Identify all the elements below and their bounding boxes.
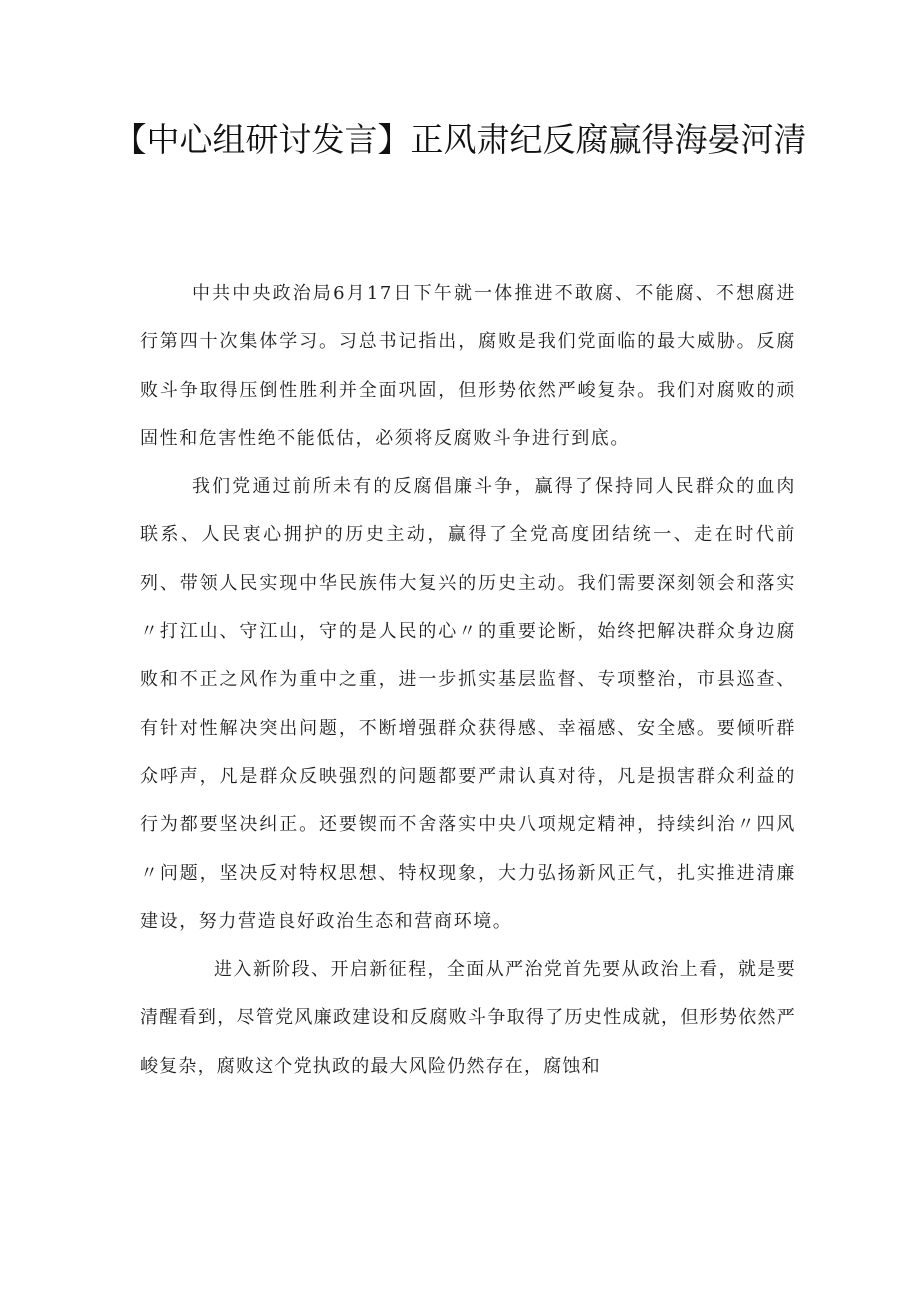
document-body — [140, 270, 796, 1091]
document-title: 【中心组研讨发言】正风肃纪反腐赢得海晏河清 — [113, 120, 807, 159]
paragraph-3: 进入新阶段、开启新征程，全面从严治党首先要从政治上看，就是要清醒看到，尽管党风廉政建设和反腐败斗争取得了历史性成就，但形势依然严峻复杂，腐败这个党执政的最大风险仍然存在，腐蚀和 — [140, 959, 796, 1077]
paragraph-2: 我们党通过前所未有的反腐倡廉斗争，赢得了保持同人民群众的血肉联系、人民衷心拥护的历史主动，赢得了全党高度团结统一、走在时代前列、带领人民实现中华民族伟大复兴的历史主动。我们需要深刻领会和落实〃打江山、守江山，守的是人民的心〃的重要论断，始终把解决群众身边腐败和不正之风作为重中之重，进一步抓实基层监督、专项整治，市县巡查、有针对性解决突出问题，不断增强群众获得感、幸福感、安全感。要倾听群众呼声，凡是群众反映强烈的问题都要严肃认真对待，凡是损害群众利益的行为都要坚决纠正。还要锲而不舍落实中央八项规定精神，持续纠治〃四风〃问题，坚决反对特权思想、特权现象，大力弘扬新风正气，扎实推进清廉建设，努力营造良好政治生态和营商环境。 — [140, 476, 796, 932]
paragraph-1: 中共中央政治局6月17日下午就一体推进不敢腐、不能腐、不想腐进行第四十次集体学习。习总书记指出，腐败是我们党面临的最大威胁。反腐败斗争取得压倒性胜利并全面巩固，但形势依然严峻复杂。我们对腐败的顽固性和危害性绝不能低估，必须将反腐败斗争进行到底。 — [140, 283, 796, 449]
